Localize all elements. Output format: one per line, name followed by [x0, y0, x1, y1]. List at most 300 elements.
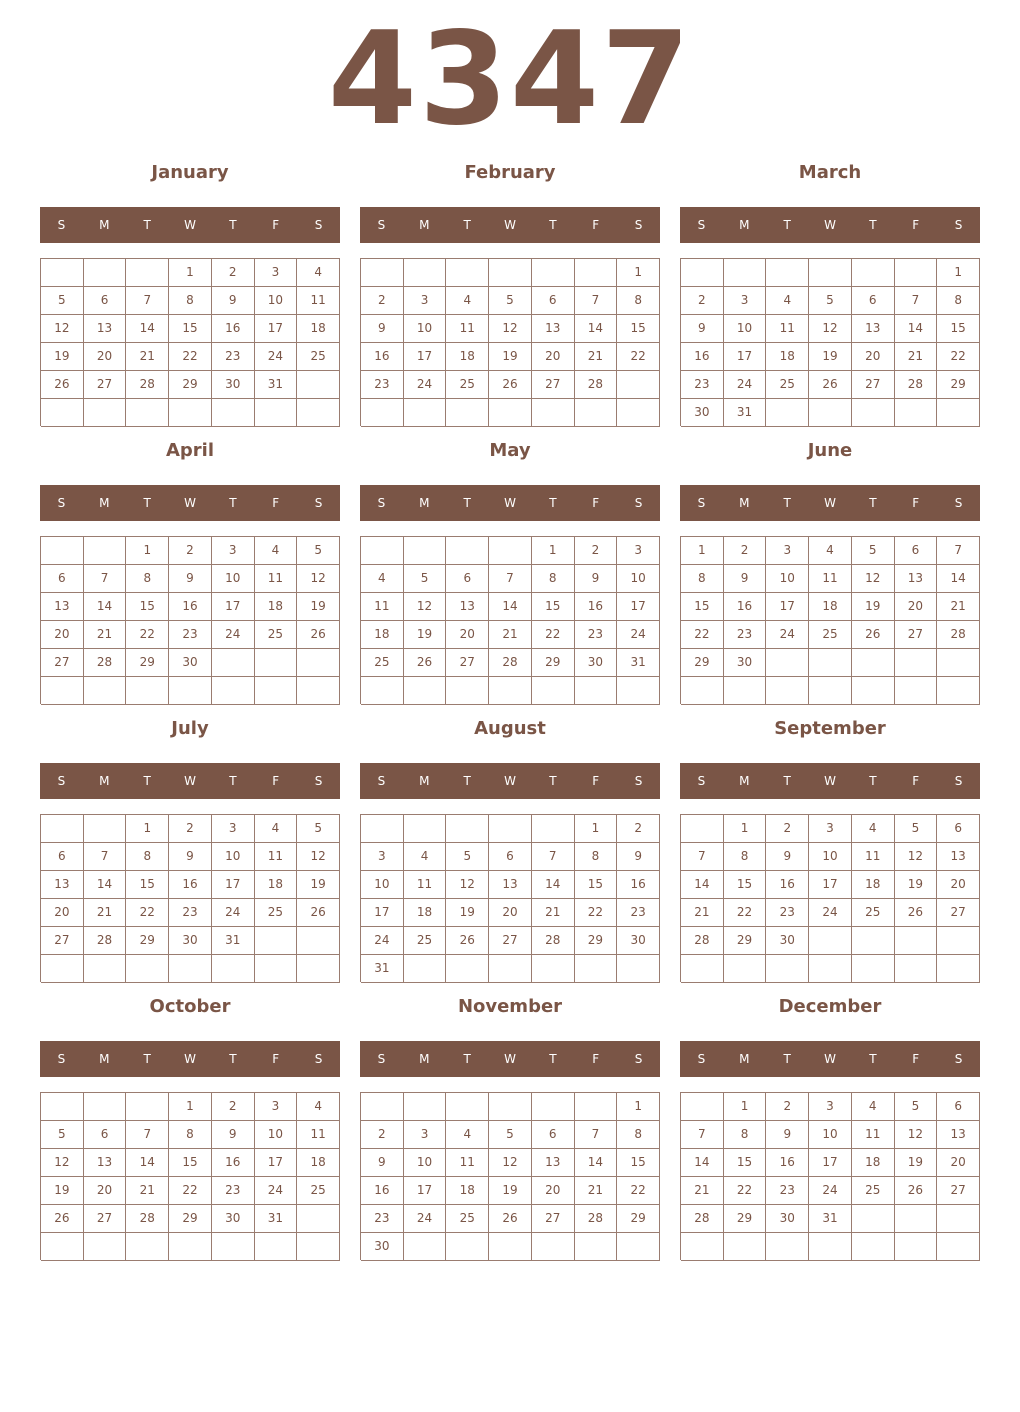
empty-cell — [852, 259, 895, 287]
empty-cell — [361, 259, 404, 287]
empty-cell — [489, 537, 532, 565]
empty-cell — [84, 537, 127, 565]
day-cell: 5 — [446, 843, 489, 871]
weekday-label: W — [504, 1052, 516, 1066]
weekday-label: S — [634, 1052, 643, 1066]
empty-cell — [724, 677, 767, 705]
weekday-label: T — [869, 1052, 877, 1066]
day-cell: 13 — [532, 315, 575, 343]
day-cell: 21 — [575, 343, 618, 371]
day-cell: 5 — [852, 537, 895, 565]
weekday-label: T — [229, 218, 237, 232]
weekday-label: M — [739, 496, 750, 510]
day-cell: 10 — [766, 565, 809, 593]
day-cell: 21 — [84, 621, 127, 649]
weekday-label: S — [954, 496, 963, 510]
day-cell: 26 — [297, 899, 340, 927]
weekday-label: F — [592, 1052, 600, 1066]
empty-cell — [41, 399, 84, 427]
empty-cell — [297, 677, 340, 705]
day-cell: 29 — [575, 927, 618, 955]
day-cell: 29 — [937, 371, 980, 399]
day-grid — [40, 258, 340, 426]
empty-cell — [84, 677, 127, 705]
day-grid — [360, 814, 660, 982]
day-cell: 27 — [937, 1177, 980, 1205]
day-cell: 27 — [84, 1205, 127, 1233]
weekday-label: S — [377, 496, 386, 510]
empty-cell — [617, 399, 660, 427]
empty-cell — [255, 927, 298, 955]
day-cell: 27 — [852, 371, 895, 399]
day-cell: 7 — [895, 287, 938, 315]
empty-cell — [297, 927, 340, 955]
empty-cell — [617, 955, 660, 983]
day-cell: 21 — [126, 343, 169, 371]
empty-cell — [895, 259, 938, 287]
weekday-label: T — [463, 496, 471, 510]
day-cell: 3 — [212, 537, 255, 565]
empty-cell — [937, 1205, 980, 1233]
day-cell: 21 — [575, 1177, 618, 1205]
empty-cell — [361, 537, 404, 565]
weekday-label: T — [783, 218, 791, 232]
day-cell: 12 — [41, 1149, 84, 1177]
day-cell: 25 — [852, 899, 895, 927]
day-cell: 1 — [681, 537, 724, 565]
day-cell: 12 — [489, 1149, 532, 1177]
empty-cell — [41, 955, 84, 983]
weekday-label: T — [549, 1052, 557, 1066]
day-cell: 1 — [724, 1093, 767, 1121]
day-cell: 13 — [852, 315, 895, 343]
empty-cell — [446, 259, 489, 287]
weekday-label: S — [634, 774, 643, 788]
day-cell: 22 — [169, 343, 212, 371]
empty-cell — [575, 677, 618, 705]
empty-cell — [212, 1233, 255, 1261]
weekday-label: M — [99, 218, 110, 232]
empty-cell — [212, 677, 255, 705]
day-cell: 18 — [446, 1177, 489, 1205]
day-cell: 28 — [126, 371, 169, 399]
weekday-label: W — [824, 218, 836, 232]
day-cell: 6 — [84, 287, 127, 315]
day-cell: 11 — [852, 1121, 895, 1149]
day-cell: 27 — [41, 927, 84, 955]
empty-cell — [809, 1233, 852, 1261]
weekday-label: T — [229, 774, 237, 788]
day-cell: 14 — [126, 315, 169, 343]
day-cell: 25 — [852, 1177, 895, 1205]
day-cell: 23 — [724, 621, 767, 649]
day-cell: 24 — [212, 899, 255, 927]
month-name: November — [457, 996, 563, 1017]
empty-cell — [446, 537, 489, 565]
day-cell: 20 — [446, 621, 489, 649]
day-cell: 19 — [895, 1149, 938, 1177]
day-cell: 23 — [212, 343, 255, 371]
day-cell: 9 — [212, 287, 255, 315]
weekday-label: W — [504, 496, 516, 510]
month-december — [680, 989, 980, 1259]
empty-cell — [404, 259, 447, 287]
month-november — [360, 989, 660, 1259]
weekday-label: S — [634, 218, 643, 232]
weekday-label: S — [314, 774, 323, 788]
empty-cell — [532, 1093, 575, 1121]
month-june — [680, 433, 980, 703]
day-cell: 21 — [126, 1177, 169, 1205]
empty-cell — [895, 955, 938, 983]
empty-cell — [297, 649, 340, 677]
day-cell: 19 — [852, 593, 895, 621]
day-cell: 18 — [255, 871, 298, 899]
weekday-label: T — [143, 496, 151, 510]
day-cell: 9 — [169, 565, 212, 593]
day-cell: 19 — [489, 343, 532, 371]
weekday-label: S — [57, 1052, 66, 1066]
day-cell: 15 — [575, 871, 618, 899]
month-september — [680, 711, 980, 981]
day-cell: 16 — [575, 593, 618, 621]
day-cell: 14 — [126, 1149, 169, 1177]
weekday-label: M — [419, 496, 430, 510]
day-cell: 4 — [255, 815, 298, 843]
weekday-label: S — [377, 774, 386, 788]
empty-cell — [41, 537, 84, 565]
day-cell: 27 — [895, 621, 938, 649]
day-cell: 20 — [41, 899, 84, 927]
weekday-label: T — [549, 218, 557, 232]
empty-cell — [126, 259, 169, 287]
day-cell: 12 — [41, 315, 84, 343]
day-cell: 31 — [361, 955, 404, 983]
day-cell: 22 — [575, 899, 618, 927]
weekday-label: F — [272, 774, 280, 788]
day-cell: 27 — [937, 899, 980, 927]
day-cell: 6 — [41, 565, 84, 593]
day-cell: 2 — [169, 537, 212, 565]
day-cell: 28 — [681, 1205, 724, 1233]
day-cell: 11 — [361, 593, 404, 621]
day-cell: 11 — [446, 1149, 489, 1177]
day-cell: 6 — [937, 815, 980, 843]
empty-cell — [212, 399, 255, 427]
day-cell: 30 — [212, 371, 255, 399]
empty-cell — [255, 649, 298, 677]
day-cell: 24 — [809, 1177, 852, 1205]
empty-cell — [809, 649, 852, 677]
day-cell: 13 — [84, 1149, 127, 1177]
day-cell: 16 — [361, 1177, 404, 1205]
empty-cell — [255, 1233, 298, 1261]
day-cell: 18 — [361, 621, 404, 649]
day-cell: 17 — [404, 1177, 447, 1205]
day-cell: 20 — [937, 1149, 980, 1177]
day-cell: 10 — [809, 843, 852, 871]
day-cell: 19 — [297, 871, 340, 899]
weekday-label: S — [377, 218, 386, 232]
empty-cell — [212, 955, 255, 983]
empty-cell — [532, 399, 575, 427]
empty-cell — [212, 649, 255, 677]
day-cell: 4 — [361, 565, 404, 593]
empty-cell — [852, 649, 895, 677]
day-cell: 4 — [297, 1093, 340, 1121]
month-name: June — [807, 440, 853, 461]
day-cell: 2 — [617, 815, 660, 843]
empty-cell — [852, 677, 895, 705]
empty-cell — [297, 371, 340, 399]
day-cell: 20 — [532, 343, 575, 371]
day-cell: 24 — [617, 621, 660, 649]
day-grid — [360, 1092, 660, 1260]
day-cell: 6 — [446, 565, 489, 593]
day-cell: 26 — [404, 649, 447, 677]
day-cell: 8 — [937, 287, 980, 315]
day-cell: 16 — [169, 593, 212, 621]
day-cell: 5 — [895, 815, 938, 843]
day-cell: 16 — [681, 343, 724, 371]
day-cell: 6 — [84, 1121, 127, 1149]
day-cell: 28 — [84, 927, 127, 955]
day-cell: 3 — [255, 259, 298, 287]
month-may — [360, 433, 660, 703]
day-cell: 12 — [297, 843, 340, 871]
day-grid — [680, 1092, 980, 1260]
day-cell: 29 — [532, 649, 575, 677]
day-cell: 29 — [169, 1205, 212, 1233]
day-grid — [680, 814, 980, 982]
empty-cell — [532, 1233, 575, 1261]
day-cell: 23 — [575, 621, 618, 649]
day-cell: 21 — [681, 899, 724, 927]
day-cell: 15 — [617, 315, 660, 343]
day-cell: 28 — [489, 649, 532, 677]
day-cell: 30 — [575, 649, 618, 677]
month-name: February — [464, 162, 556, 183]
day-cell: 14 — [575, 315, 618, 343]
weekday-label: F — [912, 1052, 920, 1066]
day-grid — [680, 536, 980, 704]
empty-cell — [126, 1233, 169, 1261]
empty-cell — [446, 1233, 489, 1261]
weekday-header — [40, 485, 340, 521]
day-cell: 3 — [361, 843, 404, 871]
day-cell: 18 — [852, 871, 895, 899]
day-cell: 1 — [937, 259, 980, 287]
empty-cell — [255, 677, 298, 705]
weekday-label: M — [739, 1052, 750, 1066]
day-cell: 19 — [895, 871, 938, 899]
day-cell: 28 — [532, 927, 575, 955]
day-cell: 8 — [126, 565, 169, 593]
day-cell: 16 — [212, 1149, 255, 1177]
month-february — [360, 155, 660, 425]
weekday-header — [40, 207, 340, 243]
day-cell: 22 — [724, 899, 767, 927]
empty-cell — [126, 1093, 169, 1121]
day-cell: 10 — [255, 287, 298, 315]
day-cell: 30 — [361, 1233, 404, 1261]
empty-cell — [404, 1093, 447, 1121]
empty-cell — [766, 955, 809, 983]
day-cell: 23 — [681, 371, 724, 399]
day-cell: 14 — [681, 871, 724, 899]
day-cell: 29 — [724, 1205, 767, 1233]
day-cell: 18 — [766, 343, 809, 371]
day-cell: 9 — [169, 843, 212, 871]
day-cell: 8 — [532, 565, 575, 593]
day-cell: 17 — [766, 593, 809, 621]
month-april — [40, 433, 340, 703]
month-august — [360, 711, 660, 981]
day-cell: 14 — [681, 1149, 724, 1177]
empty-cell — [809, 259, 852, 287]
weekday-label: S — [954, 774, 963, 788]
day-cell: 13 — [446, 593, 489, 621]
day-cell: 28 — [575, 1205, 618, 1233]
day-cell: 16 — [724, 593, 767, 621]
empty-cell — [575, 399, 618, 427]
empty-cell — [895, 1233, 938, 1261]
empty-cell — [681, 815, 724, 843]
day-cell: 18 — [852, 1149, 895, 1177]
day-cell: 4 — [446, 1121, 489, 1149]
weekday-header — [680, 1041, 980, 1077]
day-cell: 10 — [361, 871, 404, 899]
day-cell: 14 — [532, 871, 575, 899]
day-cell: 1 — [126, 537, 169, 565]
day-cell: 3 — [212, 815, 255, 843]
day-cell: 27 — [41, 649, 84, 677]
day-cell: 2 — [361, 1121, 404, 1149]
day-cell: 13 — [489, 871, 532, 899]
day-cell: 6 — [532, 287, 575, 315]
day-cell: 19 — [404, 621, 447, 649]
day-cell: 6 — [895, 537, 938, 565]
day-cell: 11 — [255, 843, 298, 871]
weekday-header — [360, 1041, 660, 1077]
day-cell: 23 — [617, 899, 660, 927]
day-cell: 14 — [84, 593, 127, 621]
day-cell: 7 — [84, 565, 127, 593]
weekday-label: S — [57, 496, 66, 510]
day-cell: 5 — [41, 1121, 84, 1149]
day-cell: 31 — [809, 1205, 852, 1233]
empty-cell — [169, 677, 212, 705]
day-cell: 3 — [404, 287, 447, 315]
day-cell: 24 — [255, 343, 298, 371]
day-cell: 4 — [255, 537, 298, 565]
day-cell: 27 — [84, 371, 127, 399]
day-cell: 25 — [255, 621, 298, 649]
day-cell: 1 — [169, 259, 212, 287]
day-cell: 8 — [575, 843, 618, 871]
empty-cell — [681, 1233, 724, 1261]
day-cell: 31 — [212, 927, 255, 955]
weekday-label: W — [184, 1052, 196, 1066]
day-cell: 3 — [809, 1093, 852, 1121]
empty-cell — [404, 815, 447, 843]
day-cell: 29 — [724, 927, 767, 955]
empty-cell — [404, 399, 447, 427]
empty-cell — [766, 649, 809, 677]
empty-cell — [404, 677, 447, 705]
empty-cell — [84, 259, 127, 287]
empty-cell — [809, 677, 852, 705]
day-cell: 4 — [852, 815, 895, 843]
day-cell: 1 — [532, 537, 575, 565]
day-cell: 22 — [617, 343, 660, 371]
day-cell: 20 — [489, 899, 532, 927]
weekday-header — [360, 485, 660, 521]
day-cell: 21 — [681, 1177, 724, 1205]
day-cell: 24 — [361, 927, 404, 955]
weekday-label: F — [592, 496, 600, 510]
day-cell: 25 — [446, 1205, 489, 1233]
day-cell: 14 — [575, 1149, 618, 1177]
day-cell: 14 — [895, 315, 938, 343]
day-cell: 2 — [361, 287, 404, 315]
weekday-label: S — [697, 774, 706, 788]
day-cell: 15 — [937, 315, 980, 343]
day-grid — [360, 536, 660, 704]
weekday-label: M — [419, 218, 430, 232]
day-cell: 2 — [212, 259, 255, 287]
empty-cell — [361, 1093, 404, 1121]
weekday-label: S — [954, 1052, 963, 1066]
day-cell: 12 — [297, 565, 340, 593]
day-cell: 5 — [404, 565, 447, 593]
weekday-label: M — [739, 218, 750, 232]
weekday-label: S — [697, 1052, 706, 1066]
day-cell: 11 — [852, 843, 895, 871]
day-cell: 4 — [852, 1093, 895, 1121]
day-cell: 25 — [809, 621, 852, 649]
day-cell: 7 — [575, 287, 618, 315]
weekday-label: T — [229, 1052, 237, 1066]
empty-cell — [404, 955, 447, 983]
day-cell: 9 — [766, 1121, 809, 1149]
day-cell: 19 — [446, 899, 489, 927]
weekday-label: S — [634, 496, 643, 510]
weekday-header — [680, 207, 980, 243]
day-cell: 24 — [809, 899, 852, 927]
empty-cell — [41, 259, 84, 287]
weekday-label: W — [504, 218, 516, 232]
weekday-label: F — [912, 774, 920, 788]
day-cell: 29 — [126, 649, 169, 677]
day-cell: 7 — [681, 1121, 724, 1149]
day-cell: 6 — [489, 843, 532, 871]
weekday-header — [40, 1041, 340, 1077]
day-cell: 7 — [532, 843, 575, 871]
day-cell: 22 — [169, 1177, 212, 1205]
day-cell: 25 — [255, 899, 298, 927]
empty-cell — [126, 677, 169, 705]
weekday-label: M — [99, 496, 110, 510]
day-cell: 17 — [212, 871, 255, 899]
day-cell: 7 — [681, 843, 724, 871]
empty-cell — [809, 927, 852, 955]
day-cell: 30 — [724, 649, 767, 677]
weekday-label: M — [739, 774, 750, 788]
weekday-label: F — [272, 218, 280, 232]
day-cell: 23 — [361, 371, 404, 399]
weekday-label: T — [143, 774, 151, 788]
